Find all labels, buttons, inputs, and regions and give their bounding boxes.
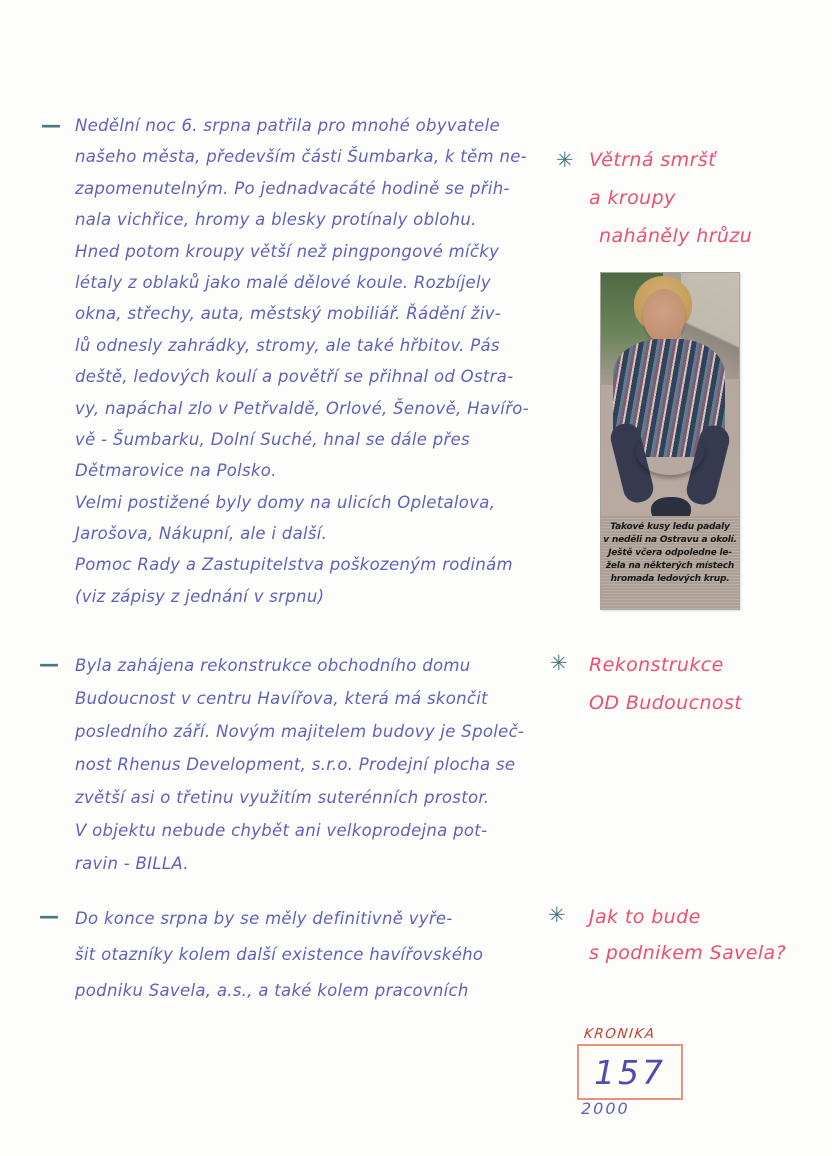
newspaper-clipping — [600, 272, 740, 610]
photo-scene — [601, 273, 739, 521]
asterisk-icon: ✳ — [556, 148, 574, 172]
margin-note-line: Jak to bude — [589, 906, 701, 928]
handwritten-line: nost Rhenus Development, s.r.o. Prodejní plocha se — [75, 755, 516, 774]
photo-woman-face — [643, 289, 685, 343]
year-label: 2000 — [581, 1099, 630, 1118]
margin-note-storm — [589, 141, 752, 255]
caption-line: Takové kusy ledu padaly — [610, 522, 730, 532]
handwritten-line: šit otazníky kolem další existence havířovského — [75, 945, 484, 964]
page-number-box — [577, 1044, 683, 1100]
caption-line: žela na některých místech — [605, 561, 735, 572]
handwritten-line: vy, napáchal zlo v Petřvaldě, Orlové, Šenově, Havířo- — [75, 398, 529, 418]
photo-ice-chunk — [636, 429, 704, 475]
dash-marker: — — [39, 904, 59, 928]
handwritten-line: Nedělní noc 6. srpna patřila pro mnohé obyvatele — [75, 116, 500, 135]
entry-storm-text — [75, 110, 529, 612]
entry-reconstruction-text — [75, 649, 524, 880]
handwritten-line: Budoucnost v centru Havířova, která má skončit — [75, 689, 488, 708]
handwritten-line: okna, střechy, auta, městský mobiliář. Řádění živ- — [75, 304, 502, 324]
handwritten-line: vě - Šumbarku, Dolní Suché, hnal se dále přes — [75, 429, 470, 449]
handwritten-line: zvětší asi o třetinu využitím suterénních prostor. — [75, 788, 490, 807]
handwritten-line: zapomenutelným. Po jednadvacáté hodině se přih- — [75, 178, 510, 198]
dash-marker: — — [41, 113, 61, 137]
handwritten-line: V objektu nebude chybět ani velkoprodejna pot- — [75, 821, 488, 840]
margin-note-line: OD Budoucnost — [589, 692, 743, 714]
handwritten-line: nala vichřice, hromy a blesky protínaly oblohu. — [75, 210, 477, 230]
margin-note-line: naháněly hrůzu — [599, 225, 753, 247]
margin-note-line: Větrná smršť — [589, 149, 716, 171]
entry-savela-text — [75, 901, 483, 1009]
handwritten-line: Hned potom kroupy větší než pingpongové míčky — [75, 241, 500, 261]
handwritten-line: Byla zahájena rekonstrukce obchodního domu — [75, 656, 471, 675]
handwritten-line: podniku Savela, a.s., a také kolem pracovních — [75, 981, 469, 1000]
margin-note-reconstruction — [589, 646, 742, 722]
photo-caption — [601, 516, 739, 609]
margin-note-line: s podnikem Savela? — [589, 942, 787, 964]
caption-line: hromada ledových krup. — [610, 574, 730, 585]
handwritten-line: Dětmarovice na Polsko. — [75, 461, 277, 481]
margin-note-line: a kroupy — [589, 187, 676, 209]
caption-line: Ještě včera odpoledne le- — [608, 548, 732, 559]
handwritten-line: (viz zápisy z jednání v srpnu) — [75, 586, 325, 606]
handwritten-line: Velmi postižené byly domy na ulicích Opletalova, — [75, 492, 496, 512]
handwritten-line: ravin - BILLA. — [75, 854, 189, 873]
caption-line: v neděli na Ostravu a okolí. — [603, 535, 737, 546]
margin-note-line: Rekonstrukce — [589, 654, 724, 676]
handwritten-line: Pomoc Rady a Zastupitelstva poškozeným rodinám — [75, 555, 513, 575]
handwritten-line: Do konce srpna by se měly definitivně vyře- — [75, 909, 453, 928]
asterisk-icon: ✳ — [548, 903, 566, 927]
handwritten-line: lů odnesly zahrádky, stromy, ale také hřbitov. Pás — [75, 335, 500, 355]
dash-marker: — — [39, 652, 59, 676]
handwritten-line: našeho města, především části Šumbarka, k těm ne- — [75, 147, 527, 167]
asterisk-icon: ✳ — [550, 651, 568, 675]
handwritten-line: létaly z oblaků jako malé dělové koule. Rozbíjely — [75, 272, 491, 292]
margin-note-savela — [589, 899, 786, 971]
handwritten-line: Jarošova, Nákupní, ale i další. — [75, 524, 328, 544]
handwritten-line: deště, ledových koulí a povětří se přihnal od Ostra- — [75, 367, 514, 387]
kronika-label: KRONIKA — [583, 1026, 657, 1042]
handwritten-line: posledního září. Novým majitelem budovy je Společ- — [75, 722, 525, 741]
page-number: 157 — [594, 1052, 666, 1092]
